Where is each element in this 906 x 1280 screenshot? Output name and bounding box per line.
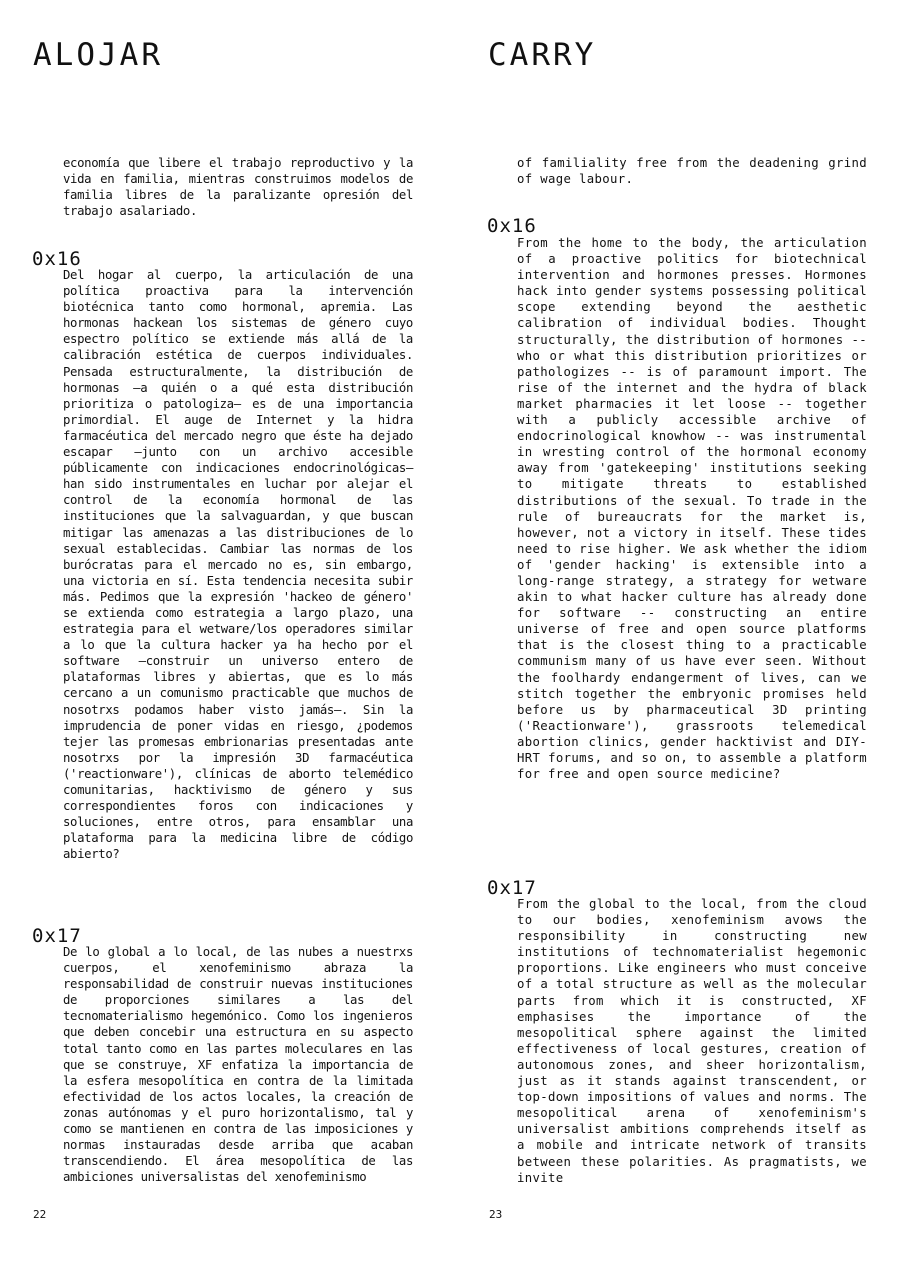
right-page (453, 0, 906, 1280)
left-section-body-0x16: Del hogar al cuerpo, la articulación de una política proactiva para la intervención biotécnica tanto como hormonal, apremia. Las hormonas hackean los sistemas de género cuyo espectro político se extiende más allá de la calibración estética de cuerpos individuales. Pensada estructuralmente, la distribución de hormonas —a quién o a qué esta distribución prioritiza o patologiza— es de una importancia primordial. El auge de Internet y la hidra farmacéutica del mercado negro que éste ha dejado escapar —junto con un archivo accesible públicamente con indicaciones endocrinológicas— han sido instrumentales en luchar por alejar el control de la economía hormonal de las instituciones que la salvaguardan, y que buscan mitigar las amenazas a las distribuciones de lo sexual establecidas. Cambiar las normas de los burócratas para el mercado no es, sin embargo, una victoria en sí. Esta tendencia necesita subir más. Pedimos que la expresión 'hackeo de género' se extienda como estrategia a largo plazo, una estrategia para el wetware/los operadores similar a lo que la cultura hacker ya ha hecho por el software —construir un universo entero de plataformas libres y abiertas, que es lo más cercano a un comunismo practicable que muchos de nosotrxs podamos haber visto jamás—. Sin la imprudencia de poner vidas en riesgo, ¿podemos tejer las promesas embrionarias presentadas ante nosotrxs por la impresión 3D farmacéutica ('reactionware'), clínicas de aborto telemédico comunitarias, hacktivismo de género y sus correspondientes foros con indicaciones y soluciones, entre otros, para ensamblar una plataforma para la medicina libre de código abierto? (63, 268, 413, 862)
right-section-body-0x16: From the home to the body, the articulation of a proactive politics for biotechnical intervention and hormones presses. Hormones hack into gender systems possessing political scope extending beyond the aesthetic calibration of individual bodies. Thought structurally, the distribution of hormones -- who or what this distribution prioritizes or pathologizes -- is of paramount import. The rise of the internet and the hydra of black market pharmacies it let loose -- together with a publicly accessible archive of endocrinological knowhow -- was instrumental in wresting control of the hormonal economy away from 'gatekeeping' institutions seeking to mitigate threats to established distributions of the sexual. To trade in the rule of bureaucrats for the market is, however, not a victory in itself. These tides need to rise higher. We ask whether the idiom of 'gender hacking' is extensible into a long-range strategy, a strategy for wetware akin to what hacker culture has already done for software -- constructing an entire universe of free and open source platforms that is the closest thing to a practicable communism many of us have ever seen. Without the foolhardy endangerment of lives, can we stitch together the embryonic promises held before us by pharmaceutical 3D printing ('Reactionware'), grassroots telemedical abortion clinics, gender hacktivist and DIY-HRT forums, and so on, to assemble a platform for free and open source medicine? (517, 236, 867, 782)
right-intro-paragraph: of familiality free from the deadening grind of wage labour. (517, 156, 867, 187)
right-section-body-0x17: From the global to the local, from the cloud to our bodies, xenofeminism avows the responsibility in constructing new institutions of technomaterialist hegemonic proportions. Like engineers who must conceive of a total structure as well as the molecular parts from which it is constructed, XF emphasises the importance of the mesopolitical sphere against the limited effectiveness of local gestures, creation of autonomous zones, and sheer horizontalism, just as it stands against transcendent, or top-down impositions of values and norms. The mesopolitical arena of xenofeminism's universalist ambitions comprehends itself as a mobile and intricate network of transits between these polarities. As pragmatists, we invite (517, 897, 867, 1185)
left-section-heading-0x17: 0x17 (32, 925, 82, 947)
left-page-number: 22 (33, 1208, 47, 1221)
right-section-heading-0x16: 0x16 (487, 215, 537, 237)
right-section-heading-0x17: 0x17 (487, 877, 537, 899)
left-section-heading-0x16: 0x16 (32, 248, 82, 270)
left-section-body-0x17: De lo global a lo local, de las nubes a nuestrxs cuerpos, el xenofeminismo abraza la responsabilidad de construir nuevas instituciones de proporciones similares a las del tecnomaterialismo hegemónico. Como los ingenieros que deben concebir una estructura en su aspecto total tanto como en las partes moleculares en las que se construye, XF enfatiza la importancia de la esfera mesopolítica en contra de la limitada efectividad de los actos locales, la creación de zonas autónomas y el puro horizontalismo, tal y como se mantienen en contra de las imposiciones y normas instauradas desde arriba que acaban transcendiendo. El área mesopolítica de las ambiciones universalistas del xenofeminismo (63, 945, 413, 1185)
left-page-title: ALOJAR (33, 37, 163, 73)
right-page-number: 23 (489, 1208, 503, 1221)
right-page-title: CARRY (488, 37, 597, 73)
left-intro-paragraph: economía que libere el trabajo reproductivo y la vida en familia, mientras construimos modelos de familia libres de la paralizante opresión del trabajo asalariado. (63, 156, 413, 219)
